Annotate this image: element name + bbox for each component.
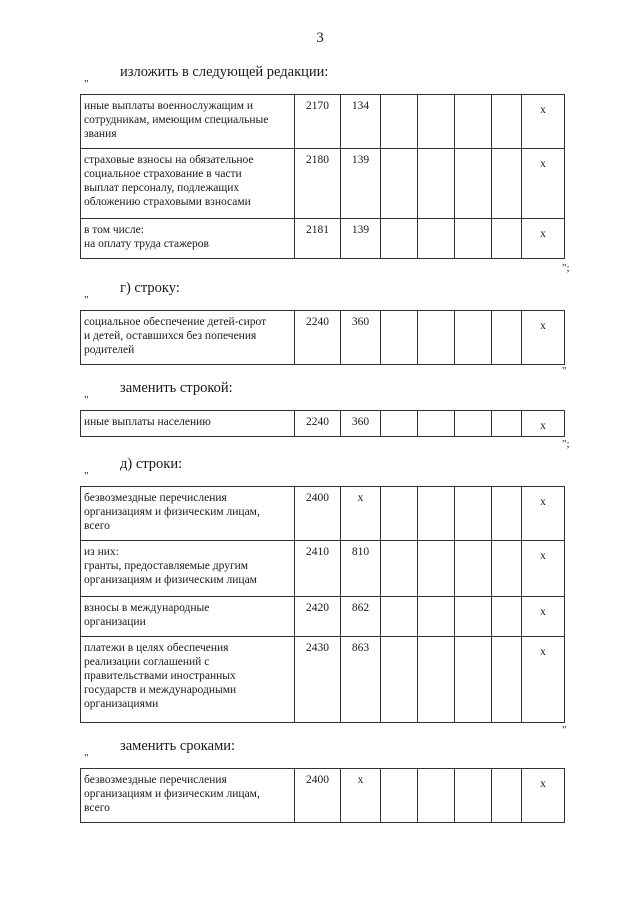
table-row — [81, 637, 565, 723]
row-mark: x — [522, 541, 565, 597]
row-name: из них: гранты, предоставляемые другим организациям и физическим лицам — [81, 541, 295, 597]
row-kosgu: 360 — [341, 411, 381, 437]
table-row — [81, 219, 565, 259]
close-quote-1: "; — [562, 262, 570, 274]
empty-cell — [455, 541, 492, 597]
empty-cell — [455, 311, 492, 365]
empty-cell — [455, 219, 492, 259]
empty-cell — [418, 597, 455, 637]
row-mark: x — [522, 149, 565, 219]
empty-cell — [455, 597, 492, 637]
table-row — [81, 597, 565, 637]
row-kosgu: x — [341, 769, 381, 823]
empty-cell — [492, 219, 522, 259]
row-name: иные выплаты населению — [81, 411, 295, 437]
row-name: взносы в международные организации — [81, 597, 295, 637]
row-code: 2410 — [295, 541, 341, 597]
row-name: безвозмездные перечисления организациям и физическим лицам, всего — [81, 769, 295, 823]
empty-cell — [381, 487, 418, 541]
open-quote-5: " — [84, 752, 89, 764]
empty-cell — [418, 311, 455, 365]
table-row — [81, 487, 565, 541]
section-heading-3: заменить строкой: — [120, 380, 233, 396]
row-name: платежи в целях обеспечения реализации соглашений с правительствами иностранных государств и международными организациями — [81, 637, 295, 723]
row-kosgu: 862 — [341, 597, 381, 637]
empty-cell — [492, 411, 522, 437]
empty-cell — [418, 637, 455, 723]
row-code: 2181 — [295, 219, 341, 259]
empty-cell — [492, 95, 522, 149]
empty-cell — [381, 95, 418, 149]
row-code: 2240 — [295, 411, 341, 437]
open-quote-4: " — [84, 470, 89, 482]
row-code: 2430 — [295, 637, 341, 723]
empty-cell — [381, 637, 418, 723]
row-kosgu: 360 — [341, 311, 381, 365]
empty-cell — [455, 411, 492, 437]
row-kosgu: 139 — [341, 149, 381, 219]
section-heading-1: изложить в следующей редакции: — [120, 64, 329, 80]
table-row — [81, 311, 565, 365]
table-section-4 — [80, 486, 565, 723]
row-code: 2420 — [295, 597, 341, 637]
empty-cell — [455, 487, 492, 541]
row-mark: x — [522, 597, 565, 637]
row-mark: x — [522, 95, 565, 149]
table-section-1 — [80, 94, 565, 259]
row-kosgu: 139 — [341, 219, 381, 259]
empty-cell — [381, 411, 418, 437]
empty-cell — [492, 487, 522, 541]
empty-cell — [492, 597, 522, 637]
row-code: 2170 — [295, 95, 341, 149]
table-row — [81, 411, 565, 437]
row-mark: x — [522, 637, 565, 723]
table-row — [81, 149, 565, 219]
section-heading-5: заменить сроками: — [120, 738, 236, 754]
row-mark: x — [522, 487, 565, 541]
empty-cell — [492, 311, 522, 365]
open-quote-3: " — [84, 394, 89, 406]
empty-cell — [418, 95, 455, 149]
row-mark: x — [522, 311, 565, 365]
table-section-2 — [80, 310, 565, 365]
open-quote-1: " — [84, 78, 89, 90]
empty-cell — [418, 149, 455, 219]
empty-cell — [455, 637, 492, 723]
row-kosgu: 863 — [341, 637, 381, 723]
page-number: 3 — [316, 30, 324, 46]
empty-cell — [381, 149, 418, 219]
row-mark: x — [522, 769, 565, 823]
empty-cell — [455, 95, 492, 149]
empty-cell — [381, 311, 418, 365]
row-code: 2400 — [295, 769, 341, 823]
table-row — [81, 541, 565, 597]
empty-cell — [418, 411, 455, 437]
empty-cell — [418, 487, 455, 541]
row-kosgu: 134 — [341, 95, 381, 149]
row-name: иные выплаты военнослужащим и сотрудникам, имеющим специальные звания — [81, 95, 295, 149]
empty-cell — [492, 541, 522, 597]
open-quote-2: " — [84, 294, 89, 306]
row-code: 2400 — [295, 487, 341, 541]
table-section-3 — [80, 410, 565, 437]
empty-cell — [418, 219, 455, 259]
row-name: в том числе: на оплату труда стажеров — [81, 219, 295, 259]
empty-cell — [492, 637, 522, 723]
close-quote-3: "; — [562, 438, 570, 450]
empty-cell — [455, 149, 492, 219]
empty-cell — [418, 769, 455, 823]
empty-cell — [492, 769, 522, 823]
table-section-5 — [80, 768, 565, 823]
row-kosgu: x — [341, 487, 381, 541]
section-heading-4: д) строки: — [120, 456, 183, 472]
row-name: социальное обеспечение детей-сирот и детей, оставшихся без попечения родителей — [81, 311, 295, 365]
row-name: безвозмездные перечисления организациям и физическим лицам, всего — [81, 487, 295, 541]
row-code: 2240 — [295, 311, 341, 365]
table-row — [81, 769, 565, 823]
empty-cell — [381, 769, 418, 823]
close-quote-2: " — [562, 365, 567, 377]
row-code: 2180 — [295, 149, 341, 219]
empty-cell — [455, 769, 492, 823]
empty-cell — [381, 597, 418, 637]
empty-cell — [418, 541, 455, 597]
row-mark: x — [522, 411, 565, 437]
empty-cell — [492, 149, 522, 219]
empty-cell — [381, 219, 418, 259]
close-quote-4: " — [562, 724, 567, 736]
row-name: страховые взносы на обязательное социальное страхование в части выплат персоналу, подлежащих обложению страховыми взносами — [81, 149, 295, 219]
section-heading-2: г) строку: — [120, 280, 180, 296]
row-mark: x — [522, 219, 565, 259]
empty-cell — [381, 541, 418, 597]
table-row — [81, 95, 565, 149]
row-kosgu: 810 — [341, 541, 381, 597]
